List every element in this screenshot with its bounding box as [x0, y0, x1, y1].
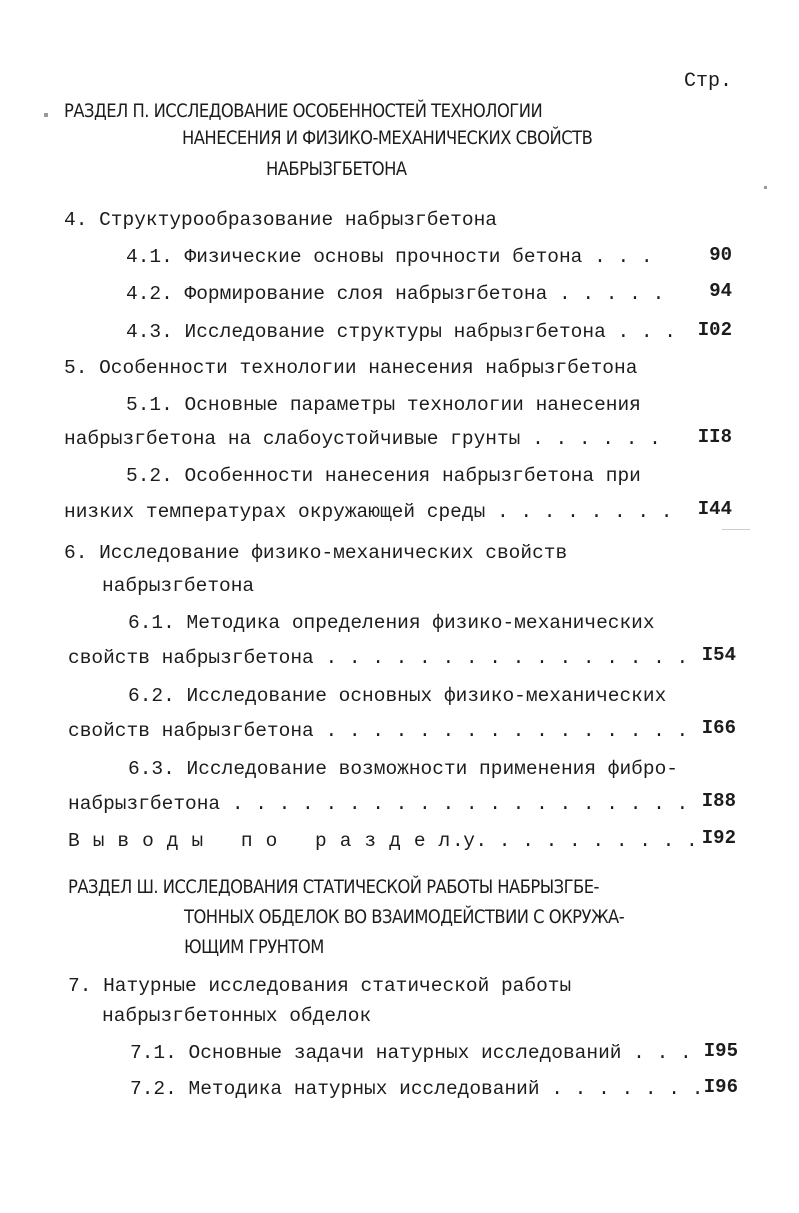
chapter-title-continuation: набрызгбетона [102, 575, 255, 597]
page-number: 90 [709, 244, 732, 266]
section-heading-line: РАЗДЕЛ Ш. ИССЛЕДОВАНИЯ СТАТИЧЕСКОЙ РАБОТЫ НАБРЫЗГБЕ- [68, 876, 599, 898]
toc-entry-4-3: 4.3. Исследование структуры набрызгбетона . . . [126, 321, 676, 343]
toc-entry-continuation: набрызгбетона . . . . . . . . . . . . . . . . . . . . [68, 793, 689, 815]
scan-speck [764, 186, 767, 189]
conclusions-label: Выводы по разделу [68, 830, 488, 852]
page-number: I95 [703, 1040, 738, 1062]
chapter-title: 7. Натурные исследования статической работы [68, 975, 572, 997]
toc-entry-6-3: 6.3. Исследование возможности применения фибро- [128, 758, 678, 780]
scan-speck [722, 529, 750, 530]
section-heading-line: ЮЩИМ ГРУНТОМ [184, 936, 324, 958]
section-heading-line: ТОННЫХ ОБДЕЛОК ВО ВЗАИМОДЕЙСТВИИ С ОКРУЖА- [184, 906, 625, 928]
page-number: 94 [709, 280, 732, 302]
page-number: I44 [697, 498, 732, 520]
leader-dots: . . . . . . . . . . . [452, 830, 698, 852]
toc-entry-5-1: 5.1. Основные параметры технологии нанесения [126, 394, 641, 416]
chapter-title: 4. Структурообразование набрызгбетона [64, 209, 497, 231]
toc-entry-continuation: набрызгбетона на слабоустойчивые грунты . . . . . . [64, 428, 661, 450]
page-number: I88 [701, 790, 736, 812]
page-column-label: Стр. [684, 70, 733, 93]
section-heading-line: НАБРЫЗГБЕТОНА [266, 158, 407, 180]
page-number: II8 [697, 426, 732, 448]
chapter-title: 5. Особенности технологии нанесения набрызгбетона [64, 357, 638, 379]
chapter-title: 6. Исследование физико-механических свойств [64, 542, 568, 564]
page-number: I92 [701, 827, 736, 849]
section-heading-line: НАНЕСЕНИЯ И ФИЗИКО-МЕХАНИЧЕСКИХ СВОЙСТВ [182, 127, 593, 149]
toc-entry-continuation: свойств набрызгбетона . . . . . . . . . . . . . . . . [68, 720, 689, 742]
toc-entry-continuation: низких температурах окружающей среды . . . . . . . . [64, 501, 673, 523]
toc-entry-4-1: 4.1. Физические основы прочности бетона . . . [126, 246, 653, 268]
toc-entry-4-2: 4.2. Формирование слоя набрызгбетона . . . . . [126, 283, 665, 305]
page-number: I96 [703, 1076, 738, 1098]
chapter-title-continuation: набрызгбетонных обделок [102, 1005, 372, 1027]
page-number: I54 [701, 644, 736, 666]
scan-speck [44, 113, 48, 117]
page-number: I02 [697, 319, 732, 341]
section-heading-line: РАЗДЕЛ П. ИССЛЕДОВАНИЕ ОСОБЕННОСТЕЙ ТЕХНОЛОГИИ [64, 100, 543, 122]
toc-entry-continuation: свойств набрызгбетона . . . . . . . . . . . . . . . . [68, 647, 689, 669]
toc-entry-5-2: 5.2. Особенности нанесения набрызгбетона при [126, 465, 641, 487]
page-number: I66 [701, 717, 736, 739]
toc-entry-6-2: 6.2. Исследование основных физико-механических [128, 685, 667, 707]
toc-entry-6-1: 6.1. Методика определения физико-механических [128, 612, 655, 634]
toc-entry-7-2: 7.2. Методика натурных исследований . . . . . . . [130, 1078, 704, 1100]
toc-entry-7-1: 7.1. Основные задачи натурных исследований . . . [130, 1042, 692, 1064]
